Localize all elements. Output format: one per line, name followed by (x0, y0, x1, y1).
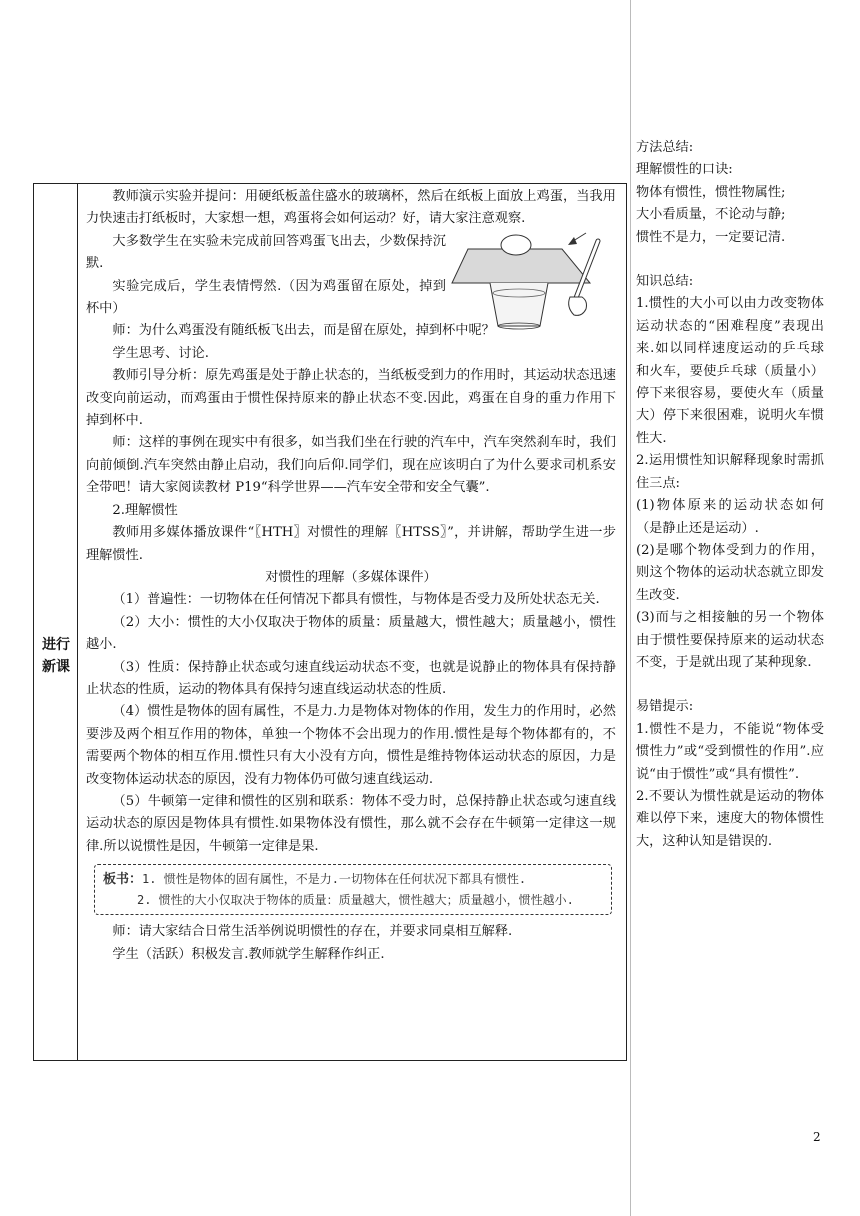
knowledge-paragraph: 2.运用惯性知识解释现象时需抓住三点: (636, 453, 824, 491)
body-paragraph: 学生思考、讨论. (112, 345, 209, 361)
knowledge-paragraph: (2)是哪个物体受到力的作用，则这个物体的运动状态就立即发生改变. (636, 542, 824, 603)
knowledge-paragraph: 1.惯性的大小可以由力改变物体运动状态的“困难程度”表现出来.如以同样速度运动的乒乓球和火车，要使乒乓球（质量小）停下来很容易，要使火车（质量大）停下来很困难，说明火车惯性大. (636, 296, 824, 446)
page-number: 2 (813, 1130, 821, 1144)
body-paragraph: 教师用多媒体播放课件“〖HTH〗对惯性的理解〖HTSS〗”，并讲解，帮助学生进一步理解惯性. (86, 525, 616, 563)
inertia-point: （4）惯性是物体的固有属性，不是力.力是物体对物体的作用，发生力的作用时，必然要涉及两个相互作用的物体，单独一个物体不会出现力的作用.惯性是每个物体都有的，不需要两个物体的相互作用.惯性只有大小没有方向，惯性是维持物体运动状态的原因，力是改变物体运动状态的原因，没有力物体仍可做匀速直线运动. (86, 704, 616, 787)
experiment-block (86, 231, 616, 321)
lesson-content (86, 186, 616, 966)
error-paragraph: 2.不要认为惯性就是运动的物体难以停下来，速度大的物体惯性大，这种认知是错误的. (636, 788, 824, 849)
body-paragraph: 师：为什么鸡蛋没有随纸板飞出去，而是留在原处，掉到杯中呢？ (112, 323, 495, 339)
center-title: 对惯性的理解（多媒体课件） (265, 569, 437, 585)
row-label-line-1: 进行 (42, 637, 70, 653)
closing-paragraph: 师：请大家结合日常生活举例说明惯性的存在，并要求同桌相互解释. (112, 924, 513, 940)
error-paragraph: 1.惯性不是力，不能说“物体受惯性力”或“受到惯性的作用”.应说“由于惯性”或“具有惯性”. (636, 721, 824, 782)
body-paragraph: 教师引导分析：原先鸡蛋是处于静止状态的，当纸板受到力的作用时，其运动状态迅速改变向前运动，而鸡蛋由于惯性保持原来的静止状态不变.因此，鸡蛋在自身的重力作用下掉到杯中. (86, 368, 616, 429)
error-title: 易错提示: (636, 699, 694, 715)
margin-divider (630, 0, 631, 1216)
row-label-cell (34, 184, 78, 1060)
board-title: 板书： (103, 872, 143, 888)
method-line: 大小看质量，不论动与静; (636, 207, 786, 223)
section-heading: 2.理解惯性 (112, 502, 178, 518)
method-title: 方法总结: (636, 140, 694, 155)
inertia-point: （2）大小：惯性的大小仅取决于物体的质量：质量越大，惯性越大；质量越小，惯性越小. (86, 614, 616, 653)
closing-paragraph: 学生（活跃）积极发言.教师就学生解释作纠正. (112, 946, 385, 962)
method-line: 惯性不是力，一定要记清. (636, 229, 786, 245)
lesson-table (33, 183, 627, 1061)
knowledge-paragraph: (1)物体原来的运动状态如何（是静止还是运动）. (636, 498, 824, 536)
inertia-point: （5）牛顿第一定律和惯性的区别和联系：物体不受力时，总保持静止状态或匀速直线运动状态的原因是物体具有惯性.如果物体没有惯性，那么就不会存在牛顿第一定律这一规律.所以说惯性是因，牛顿第一定律是果. (86, 793, 616, 854)
board-line-1: 1. 惯性是物体的固有属性，不是力.一切物体在任何状况下都具有惯性. (142, 872, 527, 887)
inertia-point: （1）普遍性：一切物体在任何情况下都具有惯性，与物体是否受力及所处状态无关. (112, 592, 600, 608)
row-label-line-2: 新课 (42, 659, 70, 675)
method-line: 物体有惯性，惯性物属性; (636, 184, 786, 200)
experiment-paragraph: 大多数学生在实验未完成前回答鸡蛋飞出去，少数保持沉默. (86, 233, 446, 272)
inertia-point: （3）性质：保持静止状态或匀速直线运动状态不变，也就是说静止的物体具有保持静止状态的性质，运动的物体具有保持匀速直线运动状态的性质. (86, 659, 616, 697)
intro-paragraph: 教师演示实验并提问：用硬纸板盖住盛水的玻璃杯，然后在纸板上面放上鸡蛋，当我用力快速击打纸板时，大家想一想，鸡蛋将会如何运动？好，请大家注意观察. (86, 189, 616, 227)
method-line: 理解惯性的口诀: (636, 162, 733, 178)
blackboard-notes-box (94, 864, 612, 915)
experiment-paragraph: 实验完成后，学生表情愕然.（因为鸡蛋留在原处，掉到杯中） (86, 278, 446, 317)
body-paragraph: 师：这样的事例在现实中有很多，如当我们坐在行驶的汽车中，汽车突然刹车时，我们向前倾倒.汽车突然由静止启动，我们向后仰.同学们，现在应该明白了为什么要求司机系安全带吧！请大家阅读教材 P19“科学世界——汽车安全带和安全气囊”. (86, 435, 616, 496)
knowledge-title: 知识总结: (636, 274, 694, 290)
board-line-2: 2. 惯性的大小仅取决于物体的质量：质量越大，惯性越大；质量越小，惯性越小. (137, 893, 574, 908)
knowledge-paragraph: (3)而与之相接触的另一个物体由于惯性要保持原来的运动状态不变，于是就出现了某种现象. (636, 610, 824, 670)
side-notes (636, 137, 824, 853)
egg-cup-experiment-illustration (450, 231, 610, 331)
row-label (34, 634, 78, 678)
